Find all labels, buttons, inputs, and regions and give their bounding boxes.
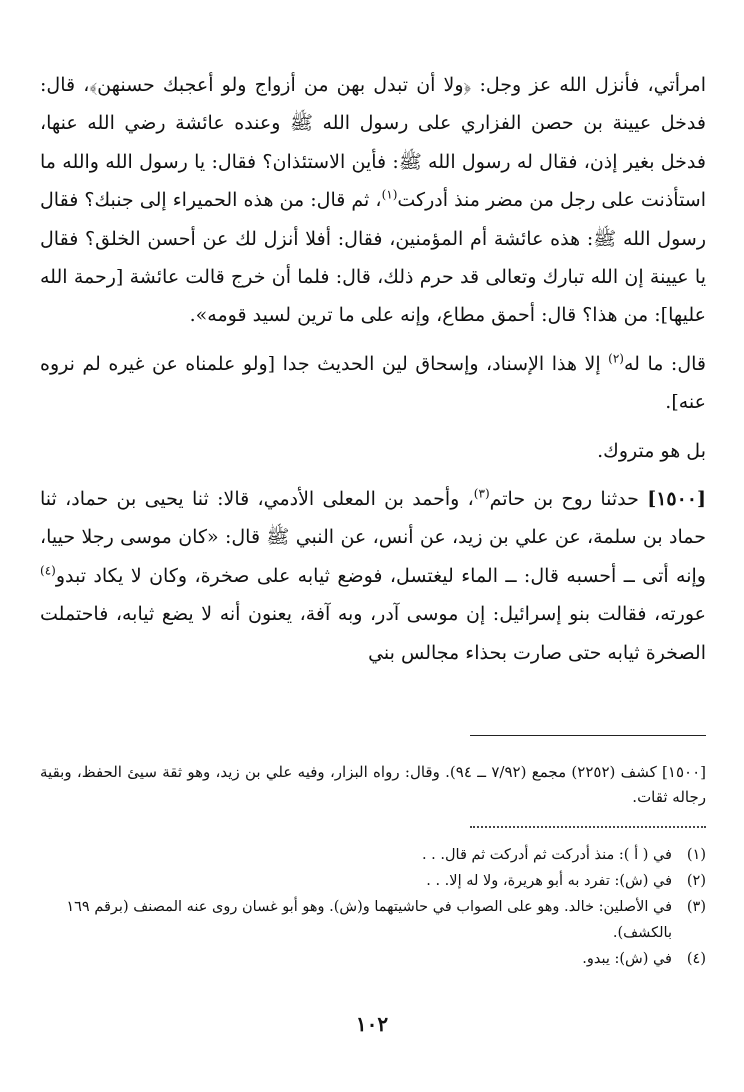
footnote-number: (١) bbox=[686, 847, 706, 863]
footnote-number: (٣) bbox=[686, 899, 706, 915]
page-number: ١٠٢ bbox=[355, 1012, 389, 1036]
text-run: إلا هذا الإسناد، وإسحاق لين الحديث جدا [ولو علمناه عن غيره لم نروه عنه]. bbox=[40, 352, 706, 414]
paragraph-4 bbox=[40, 480, 706, 672]
text-run: ، وأحمد بن المعلى الأدمي، قالا: ثنا يحيى بن حماد، ثنا حماد بن سلمة، عن علي بن زيد، عن أنس، عن النبي ﷺ قال: «كان موسى رجلا حييا، وإنه أتى ــ أحسبه قال: ــ الماء ليغتسل، فوضع ثيابه على صخرة، وكان لا يكاد تبدو bbox=[40, 488, 706, 587]
footnote-mark[interactable]: (٣) bbox=[473, 486, 490, 501]
text-run: حدثنا روح بن حاتم bbox=[489, 488, 648, 511]
paragraph-3 bbox=[40, 432, 706, 470]
footnote-1 bbox=[40, 842, 706, 868]
paragraph-1 bbox=[40, 66, 706, 335]
text-run: قال: ما له bbox=[623, 352, 706, 375]
footnote-text: في الأصلين: خالد. وهو على الصواب في حاشيتهما و(ش). وهو أبو غسان روى عنه المصنف (برقم ١٦٩ بالكشف). bbox=[66, 899, 672, 941]
text-run: امرأتي، فأنزل الله عز وجل: ﴿ولا أن تبدل بهن من أزواج ولو أعجبك حسنهن﴾، قال: فدخل عيينة بن حصن الفزاري على رسول الله ﷺ وعنده عائشة رضي الله عنها، فدخل بغير إذن، فقال له رسول الله ﷺ: فأين الاستئذان؟ فقال: يا رسول الله والله ما استأذنت على رجل من مضر منذ أدركت bbox=[40, 74, 707, 212]
footnote-number: (٢) bbox=[686, 873, 706, 889]
footnote-text: في (ش): يبدو. bbox=[582, 951, 672, 967]
footnote-text: في ( أ ): منذ أدركت ثم أدركت ثم قال. . . bbox=[421, 847, 672, 863]
footnote-text: في (ش): تفرد به أبو هريرة، ولا له إلا. . . bbox=[426, 873, 672, 889]
dotted-divider bbox=[470, 826, 706, 828]
footnote-3 bbox=[40, 894, 706, 946]
source-note: [١٥٠٠] كشف (٢٢٥٢) مجمع (٧/٩٢ ــ ٩٤). وقال: رواه البزار، وفيه علي بن زيد، وهو ثقة سيئ الحفظ، وبقية رجاله ثقات. bbox=[40, 763, 706, 806]
text-run: عورته، فقالت بنو إسرائيل: إن موسى آدر، وبه آفة، يعنون أنه لا يضع ثيابه، فاحتملت الصخرة ثيابه حتى صارت بحذاء مجالس بني bbox=[40, 603, 706, 664]
footnote-mark[interactable]: (٤) bbox=[40, 563, 56, 578]
footnote-mark[interactable]: (١) bbox=[381, 187, 398, 202]
footnote-mark[interactable]: (٢) bbox=[608, 351, 624, 366]
footnotes bbox=[40, 842, 706, 972]
paragraph-2 bbox=[40, 345, 706, 422]
footnote-4 bbox=[40, 946, 706, 972]
main-text bbox=[40, 66, 706, 672]
footnote-2 bbox=[40, 868, 706, 894]
text-run: ، ثم قال: من هذه الحميراء إلى جنبك؟ فقال رسول الله ﷺ: هذه عائشة أم المؤمنين، فقال: أفلا أنزل لك عن أحسن الخلق؟ فقال يا عيينة إن الله تبارك وتعالى قد حرم ذلك، قال: فلما أن خرج قالت عائشة [رحمة الله عليها]: من هذا؟ قال: أحمق مطاع، وإنه على ما ترين لسيد قومه». bbox=[40, 189, 706, 327]
hadith-number: [١٥٠٠] bbox=[647, 488, 707, 511]
divider-line bbox=[470, 735, 706, 736]
text-run: بل هو متروك. bbox=[597, 439, 706, 462]
footnote-number: (٤) bbox=[686, 951, 706, 967]
